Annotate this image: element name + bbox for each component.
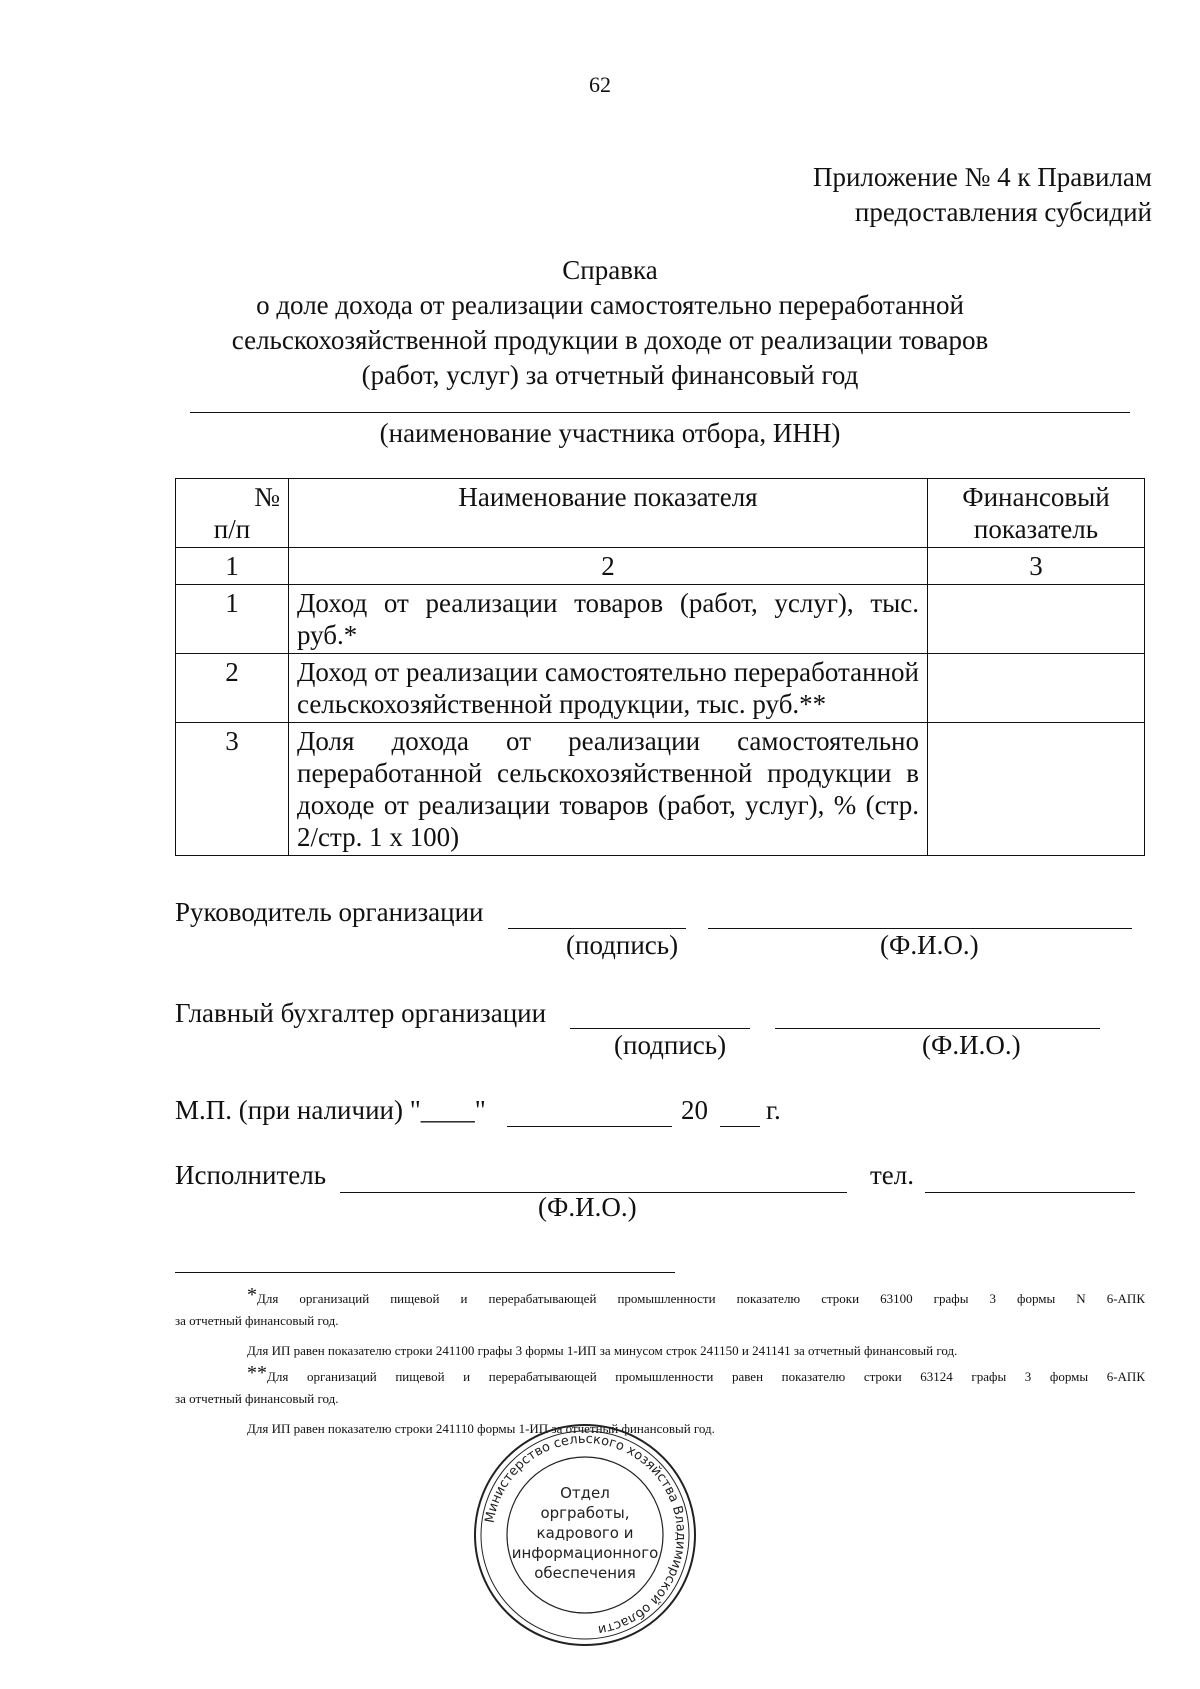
title-line-2: о доле дохода от реализации самостоятельно переработанной — [256, 290, 964, 320]
footnote-2-marker: ** — [247, 1362, 267, 1384]
mp-label: М.П. (при наличии) "____" — [175, 1095, 486, 1125]
table-row — [176, 654, 1145, 723]
header-fin-cell — [928, 479, 1145, 548]
executor-label: Исполнитель — [175, 1160, 327, 1190]
footnote-1-text: Для организаций пищевой и перерабатывающей промышленности показателю строки 63100 графы 3 формы N 6-АПК — [257, 1291, 1145, 1306]
col-number-3: 3 — [928, 548, 1145, 585]
header-num-cell — [176, 479, 289, 548]
head-name-caption: (Ф.И.О.) — [880, 930, 979, 960]
title-line-4: (работ, услуг) за отчетный финансовый год — [361, 360, 859, 390]
footnote-1-ip: Для ИП равен показателю строки 241100 графы 3 формы 1-ИП за минусом строк 241150 и 241141 за отчетный финансовый год. — [247, 1343, 958, 1358]
row-name: Доход от реализации самостоятельно переработанной сельскохозяйственной продукции, тыс. руб.** — [289, 654, 928, 723]
indicators-table — [175, 478, 1145, 856]
row-num: 1 — [176, 585, 289, 654]
row-value — [928, 585, 1145, 654]
stamp-line-1: Отдел — [560, 1484, 610, 1502]
header-fin-2: показатель — [973, 514, 1099, 544]
participant-name-line — [190, 412, 1130, 413]
table-row — [176, 585, 1145, 654]
accountant-signature-line — [570, 1028, 750, 1029]
phone-label: тел. — [870, 1160, 915, 1190]
table-row — [176, 723, 1145, 856]
footnote-separator — [175, 1272, 675, 1273]
header-num: № — [254, 482, 280, 512]
col-number-2: 2 — [289, 548, 928, 585]
footnote-1-marker: * — [247, 1284, 257, 1306]
appendix-line-1: Приложение № 4 к Правилам — [812, 162, 1152, 192]
accountant-name-line — [775, 1028, 1100, 1029]
date-day-month-line — [507, 1126, 672, 1127]
footnote-2-text: Для организаций пищевой и перерабатывающей промышленности равен показателю строки 63124 графы 3 формы 6-АПК — [267, 1369, 1145, 1384]
head-sign-caption: (подпись) — [566, 930, 679, 960]
row-name: Доход от реализации товаров (работ, услуг), тыс. руб.* — [289, 585, 928, 654]
head-signature-line — [508, 928, 686, 929]
stamp-line-2: оргработы, — [540, 1504, 630, 1522]
year-prefix: 20 — [681, 1095, 708, 1125]
row-value — [928, 654, 1145, 723]
header-fin: Финансовый — [962, 482, 1110, 512]
stamp-line-5: обеспечения — [534, 1564, 636, 1582]
table-header-row — [176, 479, 1145, 548]
executor-caption: (Ф.И.О.) — [538, 1192, 637, 1222]
official-stamp — [470, 1420, 700, 1650]
header-num-2: п/п — [213, 514, 251, 544]
accountant-name-caption: (Ф.И.О.) — [922, 1030, 1021, 1060]
footnote-2-cont: за отчетный финансовый год. — [175, 1391, 339, 1406]
title-line-1: Справка — [562, 255, 658, 285]
participant-caption: (наименование участника отбора, ИНН) — [379, 418, 841, 448]
footnote-1-line — [175, 1286, 1145, 1308]
header-name: Наименование показателя — [289, 479, 928, 548]
footnote-1 — [175, 1286, 1145, 1438]
accountant-sign-caption: (подпись) — [614, 1030, 727, 1060]
accountant-label: Главный бухгалтер организации — [175, 998, 547, 1028]
footnote-2-ip: Для ИП равен показателю строки 241110 формы 1-ИП за отчетный финансовый год. — [247, 1421, 715, 1436]
row-num: 3 — [176, 723, 289, 856]
year-line — [720, 1126, 760, 1127]
stamp-line-3: кадрового и — [536, 1524, 634, 1542]
head-name-line — [708, 928, 1132, 929]
head-label: Руководитель организации — [175, 897, 484, 927]
appendix-line-2: предоставления субсидий — [854, 197, 1152, 227]
appendix-reference — [813, 160, 1152, 230]
stamp-line-4: информационного — [511, 1544, 659, 1562]
row-value — [928, 723, 1145, 856]
stamp-ring-text: Министерство сельского хозяйства Владимирской области — [482, 1431, 689, 1638]
footnote-2-line — [175, 1364, 1145, 1386]
document-title — [160, 253, 1060, 393]
page-number: 62 — [589, 72, 611, 97]
row-name: Доля дохода от реализации самостоятельно переработанной сельскохозяйственной продукции в доходе от реализации товаров (работ, услуг), % (стр. 2/стр. 1 x 100) — [289, 723, 928, 856]
row-num: 2 — [176, 654, 289, 723]
title-line-3: сельскохозяйственной продукции в доходе от реализации товаров — [231, 325, 989, 355]
footnote-1-cont: за отчетный финансовый год. — [175, 1313, 339, 1328]
col-number-1: 1 — [176, 548, 289, 585]
phone-line — [925, 1192, 1135, 1193]
year-suffix: г. — [766, 1095, 781, 1125]
column-numbers-row — [176, 548, 1145, 585]
